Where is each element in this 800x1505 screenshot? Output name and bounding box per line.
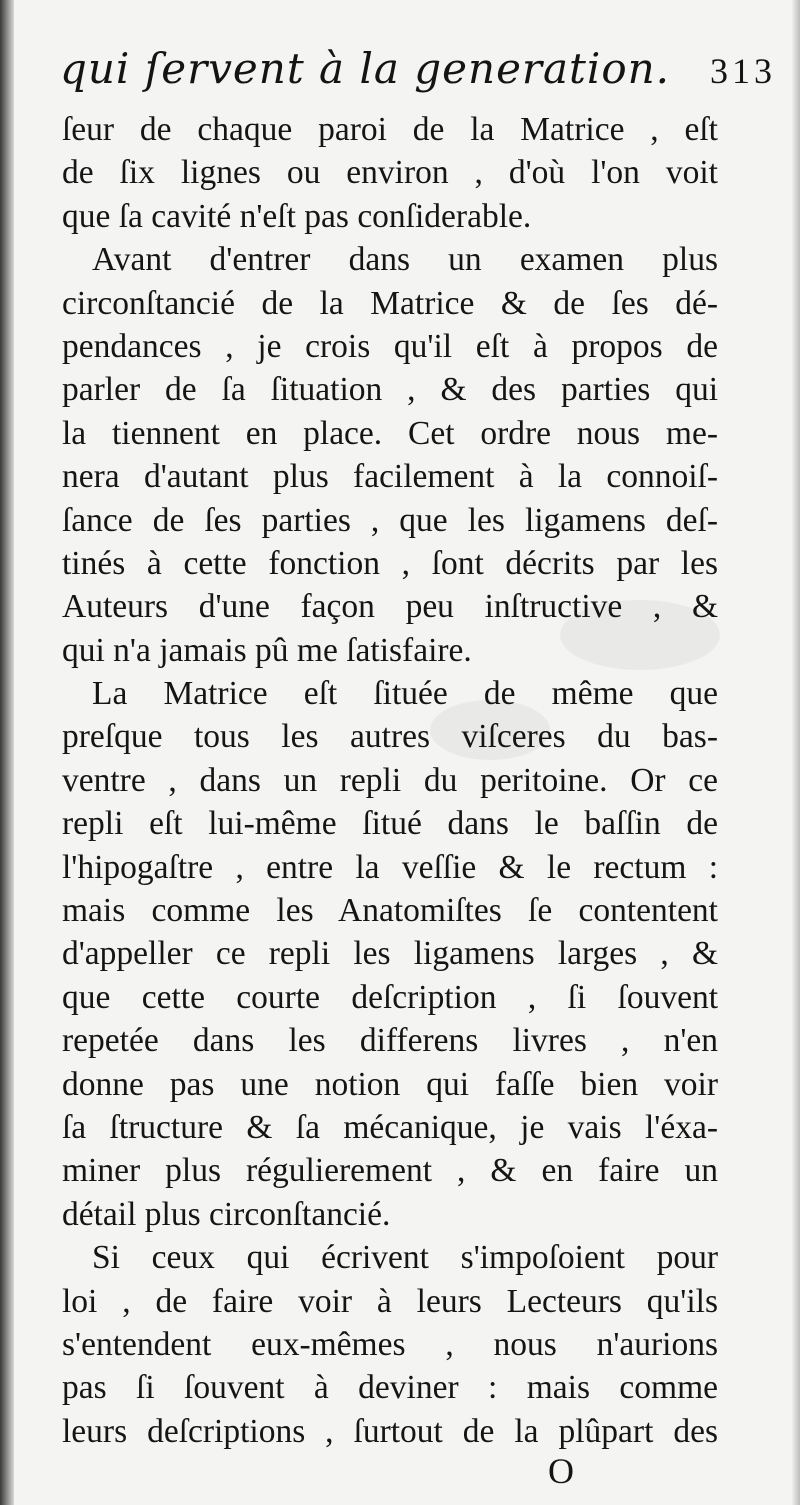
page-edge <box>792 0 800 1505</box>
signature-mark: O <box>548 1451 574 1491</box>
text-line: loi , de faire voir à leurs Lecteurs qu'ils <box>62 1282 718 1320</box>
text-line: que cette courte deſcription , ſi ſouvent <box>62 978 718 1016</box>
running-title: qui ſervent à la generation. <box>60 44 671 93</box>
text-line: preſque tous les autres viſceres du bas- <box>62 718 718 756</box>
text-line: pendances , je crois qu'il eſt à propos de <box>62 327 718 365</box>
binding-shadow <box>0 0 14 1505</box>
text-line: leurs deſcriptions , ſurtout de la plûpart des <box>62 1412 718 1450</box>
text-line: repetée dans les differens livres , n'en <box>62 1022 718 1060</box>
text-line: l'hipogaſtre , entre la veſſie & le rectum : <box>62 848 718 886</box>
text-line: parler de ſa ſituation , & des parties qui <box>62 371 718 409</box>
text-line: d'appeller ce repli les ligamens larges , & <box>62 935 718 973</box>
text-line: détail plus circonſtancié. <box>62 1195 391 1233</box>
text-line: mais comme les Anatomiſtes ſe contentent <box>62 892 718 930</box>
text-line: miner plus régulierement , & en faire un <box>62 1152 718 1190</box>
text-line: circonſtancié de la Matrice & de ſes dé- <box>62 284 718 322</box>
text-line: que ſa cavité n'eſt pas conſiderable. <box>62 197 532 235</box>
text-line: de ſix lignes ou environ , d'où l'on voit <box>62 154 718 192</box>
text-line: La Matrice eſt ſituée de même que <box>92 675 718 713</box>
text-line: Si ceux qui écrivent s'impoſoient pour <box>92 1239 718 1277</box>
text-line: s'entendent eux-mêmes , nous n'aurions <box>62 1325 718 1363</box>
text-line: ſance de ſes parties , que les ligamens deſ- <box>62 501 718 539</box>
text-line: repli eſt lui-même ſitué dans le baſſin de <box>62 805 718 843</box>
text-line: nera d'autant plus facilement à la connoiſ- <box>62 458 718 496</box>
text-line: ſa ſtructure & ſa mécanique, je vais l'éxa- <box>62 1108 718 1146</box>
text-line: pas ſi ſouvent à deviner : mais comme <box>62 1369 718 1407</box>
body-text <box>62 108 718 1453</box>
text-line: qui n'a jamais pû me ſatisfaire. <box>62 631 472 669</box>
text-line: Auteurs d'une façon peu inſtructive , & <box>62 588 718 626</box>
text-line: ſeur de chaque paroi de la Matrice , eſt <box>62 111 718 148</box>
page-number: 313 <box>710 51 776 91</box>
text-line: ventre , dans un repli du peritoine. Or ce <box>62 761 718 799</box>
text-line: Avant d'entrer dans un examen plus <box>92 241 718 279</box>
text-line: la tiennent en place. Cet ordre nous me- <box>62 414 718 452</box>
running-head <box>60 44 780 104</box>
text-line: tinés à cette fonction , ſont décrits par les <box>62 544 718 582</box>
text-line: donne pas une notion qui faſſe bien voir <box>62 1065 718 1103</box>
